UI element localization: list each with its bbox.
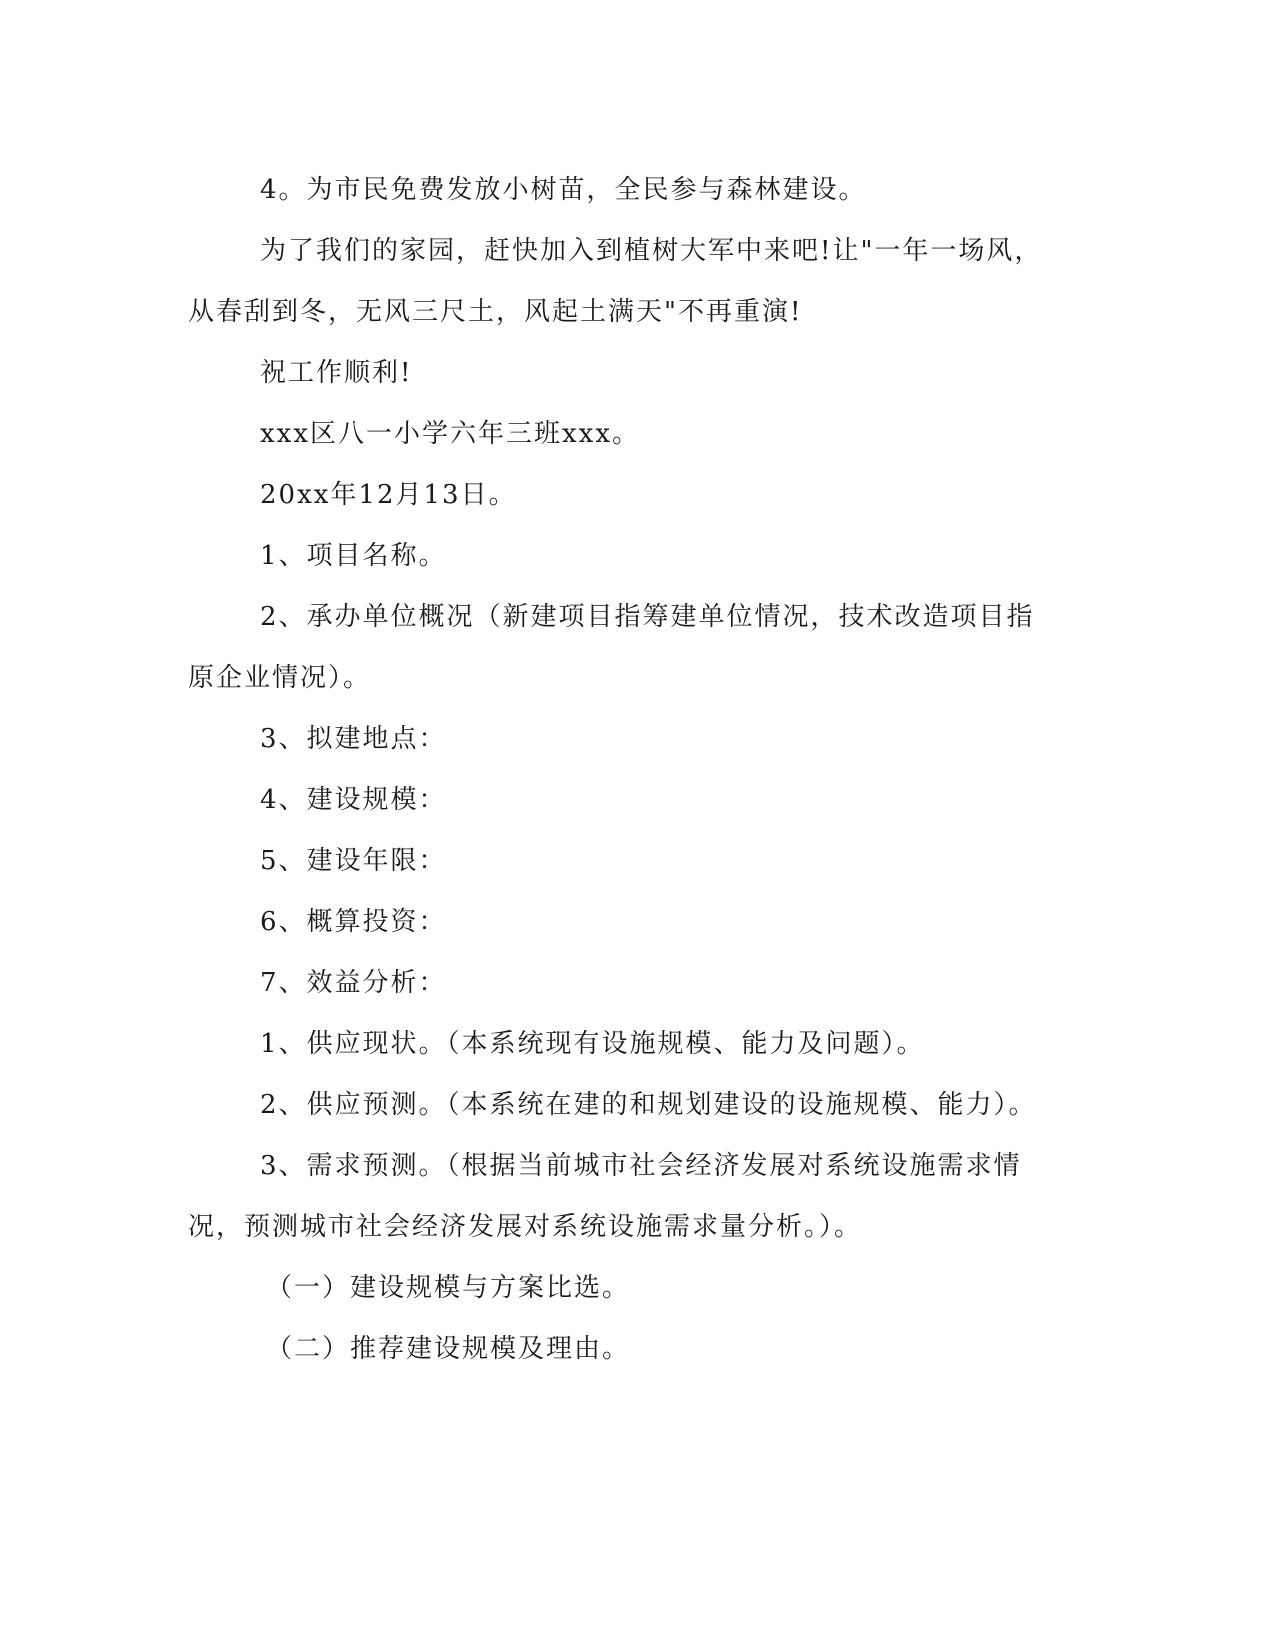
paragraph-duration: 5、建设年限： bbox=[260, 846, 447, 876]
paragraph-demand-forecast: 3、需求预测。（根据当前城市社会经济发展对系统设施需求情况，预测城市社会经济发展对系统设施需求量分析。）。 bbox=[188, 1151, 1022, 1242]
paragraph-project-name: 1、项目名称。 bbox=[260, 541, 447, 571]
document-body bbox=[188, 160, 1058, 1380]
paragraph-scale: 4、建设规模： bbox=[260, 785, 447, 815]
paragraph-appeal: 为了我们的家园，赶快加入到植树大军中来吧!让"一年一场风，从春刮到冬，无风三尺土，风起土满天"不再重演! bbox=[188, 236, 1043, 327]
paragraph-seedlings: 4。为市民免费发放小树苗，全民参与森林建设。 bbox=[260, 175, 867, 205]
paragraph-organizer: 2、承办单位概况（新建项目指筹建单位情况，技术改造项目指原企业情况）。 bbox=[188, 602, 1035, 693]
paragraph-supply-status: 1、供应现状。（本系统现有设施规模、能力及问题）。 bbox=[260, 1029, 925, 1059]
paragraph-scale-comparison: （一）建设规模与方案比选。 bbox=[266, 1273, 631, 1303]
paragraph-investment: 6、概算投资： bbox=[260, 907, 447, 937]
paragraph-supply-forecast: 2、供应预测。（本系统在建的和规划建设的设施规模、能力）。 bbox=[260, 1090, 1037, 1120]
paragraph-recommended-scale: （二）推荐建设规模及理由。 bbox=[266, 1334, 631, 1364]
paragraph-date: 20xx年12月13日。 bbox=[260, 480, 517, 510]
paragraph-closing: 祝工作顺利! bbox=[260, 358, 413, 388]
paragraph-location: 3、拟建地点： bbox=[260, 724, 447, 754]
paragraph-benefit: 7、效益分析： bbox=[260, 968, 447, 998]
paragraph-signature: xxx区八一小学六年三班xxx。 bbox=[260, 419, 640, 449]
